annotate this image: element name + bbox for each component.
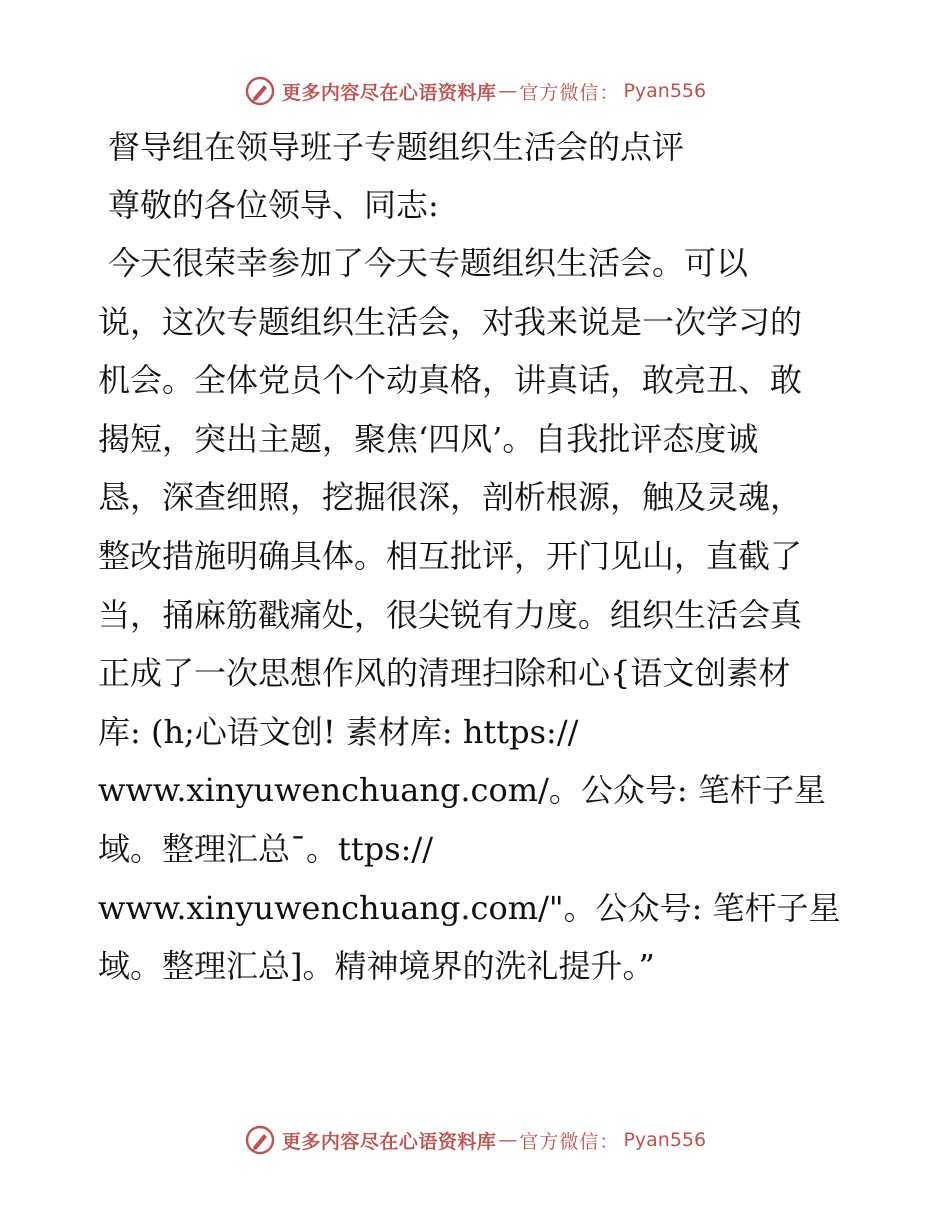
banner-brand: 更多内容尽在心语资料库 [281,81,497,104]
banner-wechat-id: Pyan556 [623,80,707,102]
banner-separator: — [498,1129,518,1151]
body-line: 恳，深查细照，挖掘很深，剖析根源，触及灵魂， [98,478,803,517]
body-line: www.xinyuwenchuang.com/"。公众号: 笔杆子星 [98,888,841,927]
body-line: 域。整理汇总]。精神境界的洗礼提升。” [98,947,655,986]
salutation: 尊敬的各位领导、同志: [108,186,439,224]
pen-logo-icon [244,75,276,107]
document-content [98,118,858,996]
header-banner [0,71,950,111]
banner-wechat-label: 官方微信： [519,81,620,104]
pen-logo-icon [244,1124,276,1156]
body-line: 机会。全体党员个个动真格，讲真话，敢亮丑、敢 [98,361,803,400]
banner-wechat-id: Pyan556 [623,1129,707,1151]
body-line: 库: (h;心语文创! 素材库: https:// [98,712,579,751]
body-line: 正成了一次思想作风的清理扫除和心{语文创素材 [98,654,791,693]
document-title: 督导组在领导班子专题组织生活会的点评 [108,128,685,166]
body-paragraph [98,234,858,996]
body-line: 当，捅麻筋戳痛处，很尖锐有力度。组织生活会真 [98,595,803,634]
banner-wechat-label: 官方微信： [519,1130,620,1153]
body-line: 揭短，突出主题，聚焦‘四风’。自我批评态度诚 [98,419,759,458]
body-line: 域。整理汇总¯。ttps:// [98,829,433,868]
body-line: 整改措施明确具体。相互批评，开门见山，直截了 [98,536,803,575]
banner-brand: 更多内容尽在心语资料库 [281,1130,497,1153]
body-line: 今天很荣幸参加了今天专题组织生活会。可以 [108,244,749,282]
banner-separator: — [498,80,518,102]
body-line: 说，这次专题组织生活会，对我来说是一次学习的 [98,302,803,341]
footer-banner [0,1120,950,1160]
body-line: www.xinyuwenchuang.com/。公众号: 笔杆子星 [98,771,826,810]
